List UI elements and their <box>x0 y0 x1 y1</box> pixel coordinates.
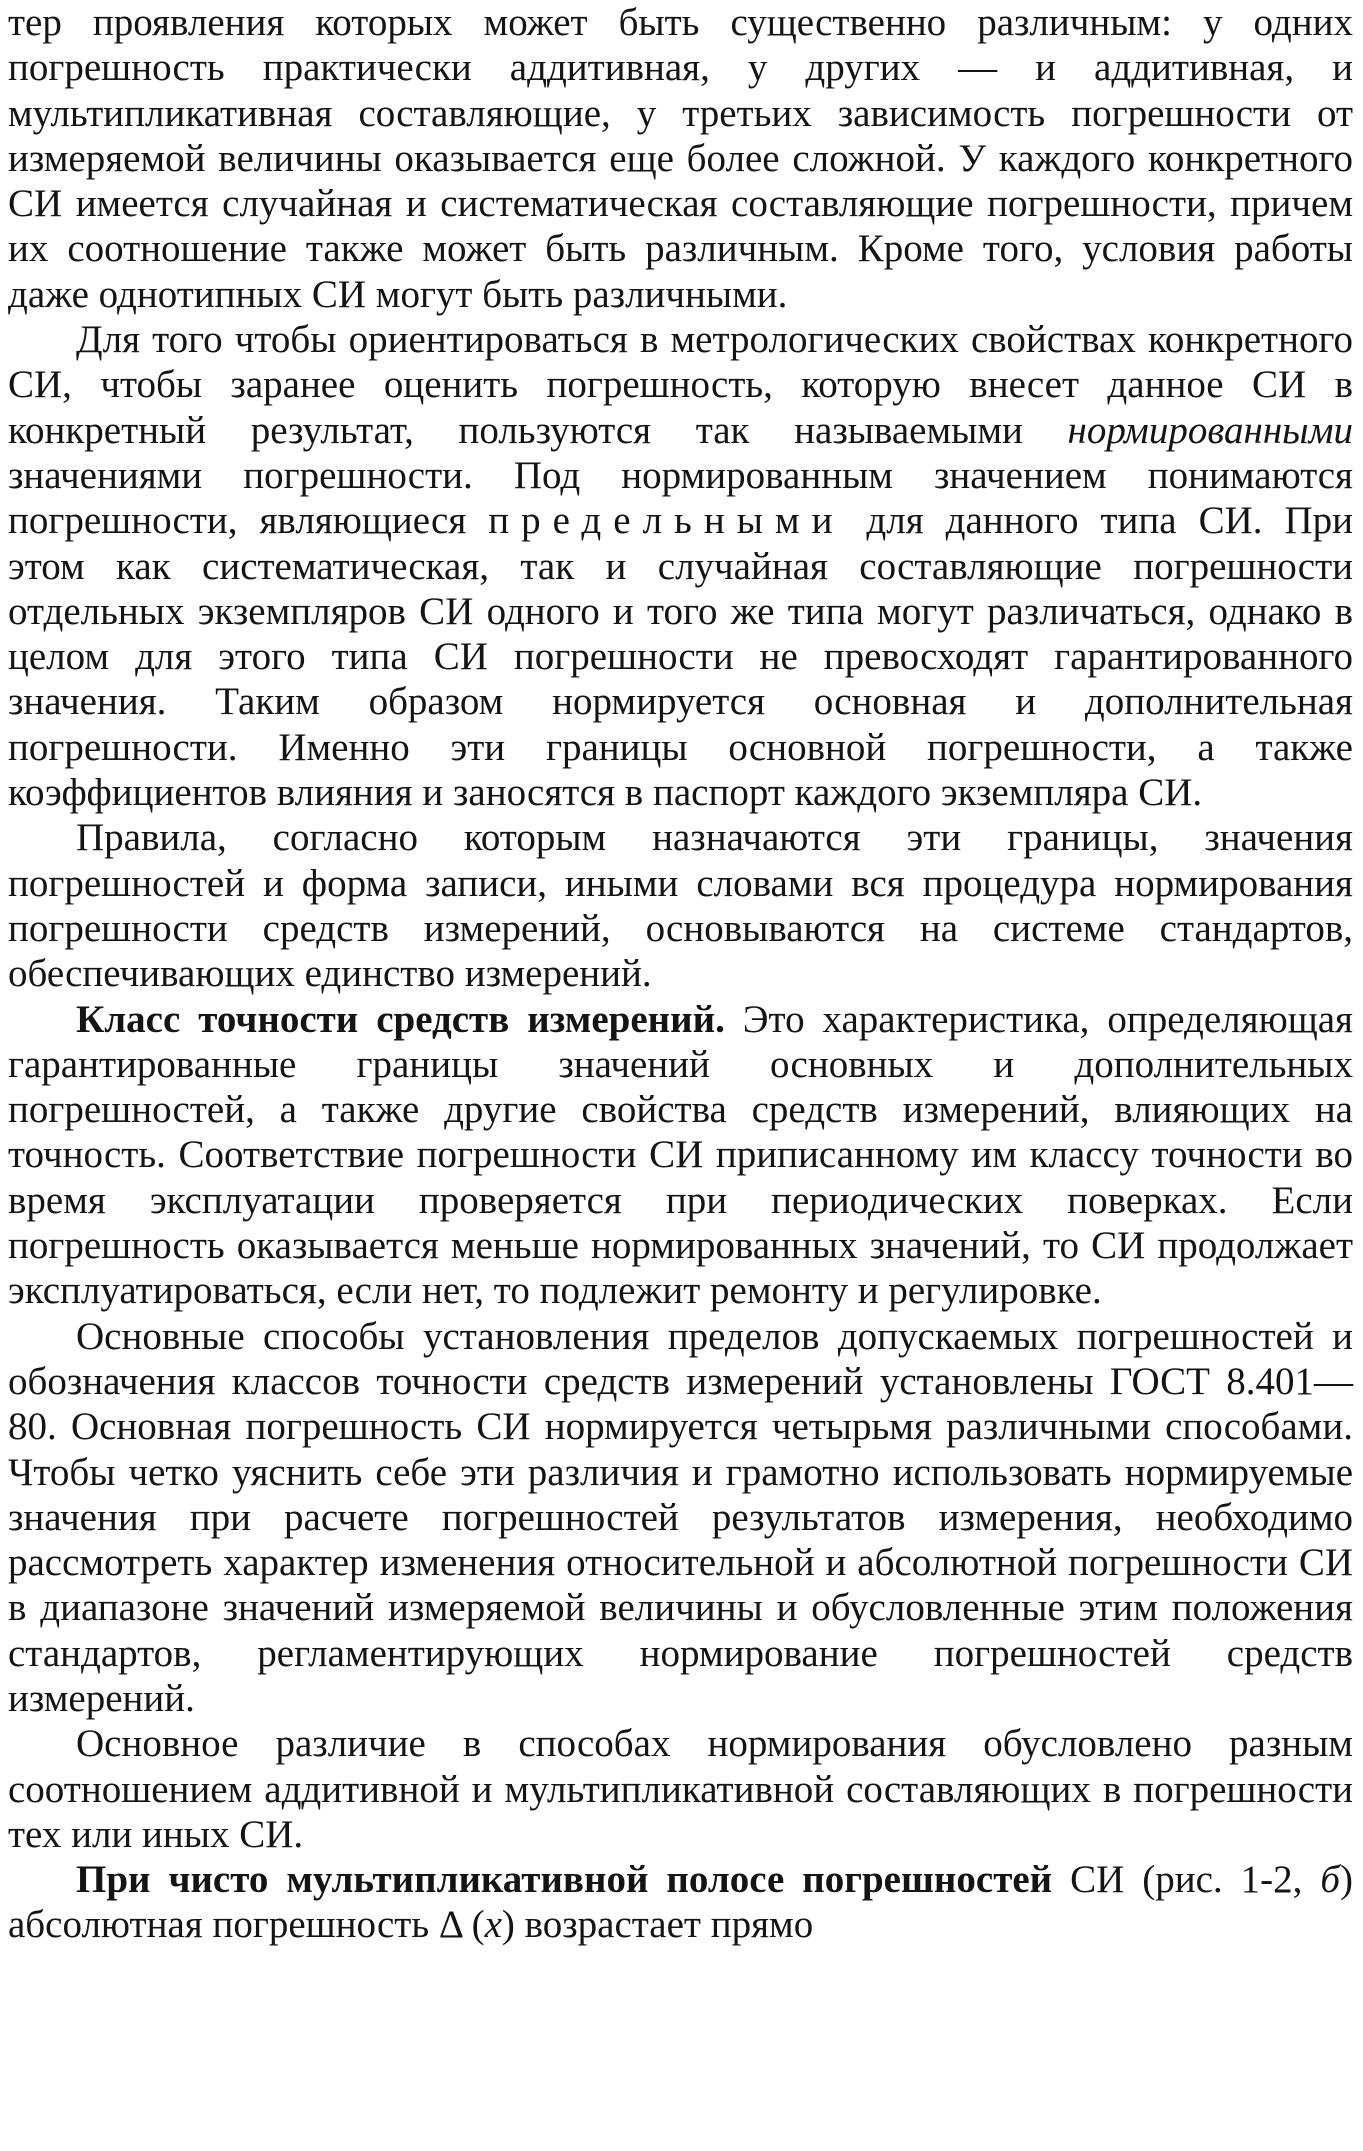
text-run: ) возрастает прямо <box>501 1903 814 1947</box>
italic-term: нормированными <box>1067 408 1353 452</box>
paragraph-rules: Правила, согласно которым назначаются эти границы, значения погрешностей и форма записи, иными словами вся процедура нормирования погрешности средств измерений, основываются на системе стандартов, обеспечивающих единство измерений. <box>8 816 1353 996</box>
text-run: значениями погрешности. Под нормированным значением понимаются погрешности, являющиеся <box>8 453 1353 543</box>
text-run: Это характеристика, определяющая гарантированные границы значений основных и дополнительных погрешностей, а также другие свойства средств измерений, влияющих на точность. Соответствие погрешности СИ приписанному им классу точности во время эксплуатации проверяется при периодических поверках. Если погрешность оказывается меньше нормированных значений, то СИ продолжает эксплуатироваться, если нет, то подлежит ремонту и регулировке. <box>8 997 1353 1313</box>
paragraph-continuation: тер проявления которых может быть существенно различным: у одних погрешность практически аддитивная, у других — и аддитивная, и мультипликативная составляющие, у третьих зависимость погрешности от измеряемой величины оказывается еще более сложной. У каждого конкретного СИ имеется случайная и систематическая составляющие погрешности, причем их соотношение также может быть различным. Кроме того, условия работы даже однотипных СИ могут быть различными. <box>8 1 1353 316</box>
bold-heading: Класс точности средств измерений. <box>76 997 725 1041</box>
paragraph-multiplicative <box>8 1857 1353 1948</box>
text-run: Для того чтобы ориентироваться в метрологических свойствах конкретного СИ, чтобы заранее оценить погрешность, которую внесет данное СИ в конкретный результат, пользуются так называемыми <box>8 318 1353 452</box>
document-page <box>8 0 1353 1948</box>
text-run: для данного типа СИ. При этом как систематическая, так и случайная составляющие погрешности отдельных экземпляров СИ одного и того же типа могут различаться, однако в целом для этого типа СИ погрешности не превосходят гарантированного значения. Таким образом нормируется основная и дополнительная погрешности. Именно эти границы основной погрешности, а также коэффициентов влияния и заносятся в паспорт каждого экземпляра СИ. <box>8 499 1353 815</box>
paragraph-normalized-values <box>8 317 1353 815</box>
paragraph-accuracy-class <box>8 997 1353 1314</box>
spaced-term: предельными <box>488 499 845 543</box>
figure-ref-italic: б <box>1320 1858 1340 1902</box>
paragraph-gost: Основные способы установления пределов допускаемых погрешностей и обозначения классов точности средств измерений установлены ГОСТ 8.401—80. Основная погрешность СИ нормируется четырьмя различными способами. Чтобы четко уяснить себе эти различия и грамотно использовать нормируемые значения при расчете погрешностей результатов измерения, необходимо рассмотреть характер изменения относительной и абсолютной погрешности СИ в диапазоне значений измеряемой величины и обусловленные этим положения стандартов, регламентирующих нормирование погрешностей средств измерений. <box>8 1314 1353 1720</box>
text-run: ) абсолютная погрешность Δ ( <box>8 1858 1353 1947</box>
paragraph-difference: Основное различие в способах нормирования обусловлено разным соотношением аддитивной и мультипликативной составляющих в погрешности тех или иных СИ. <box>8 1722 1353 1856</box>
bold-heading: При чисто мультипликативной полосе погрешностей <box>76 1858 1053 1902</box>
variable-x: x <box>484 1903 502 1947</box>
text-run: СИ (рис. 1-2, <box>1052 1858 1321 1902</box>
